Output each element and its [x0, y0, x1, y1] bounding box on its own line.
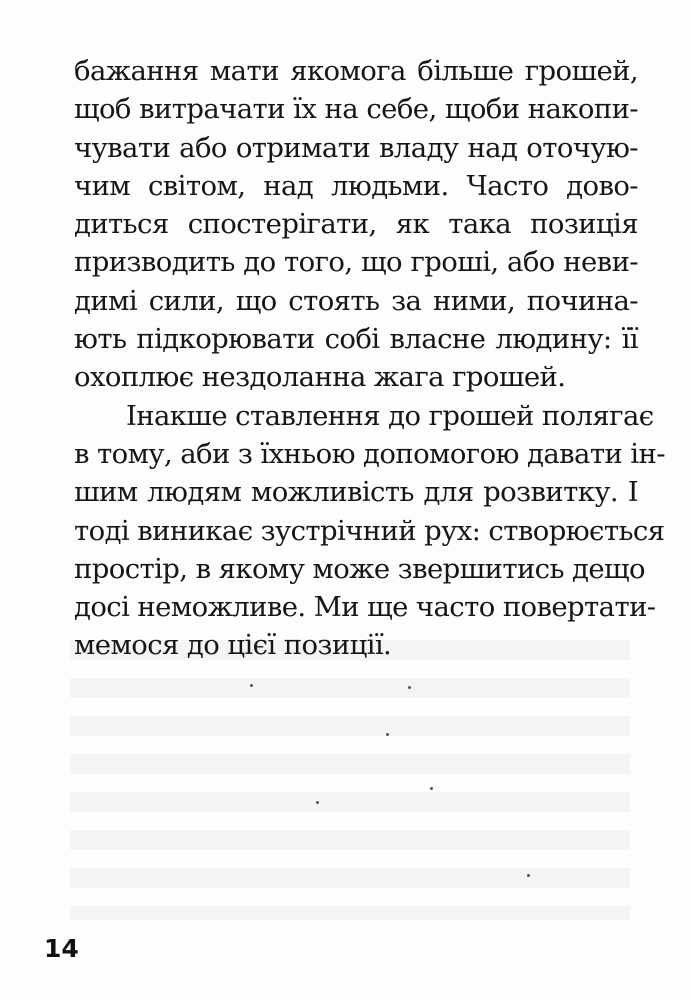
text-line: мемося до цієї позиції.	[74, 629, 392, 662]
bleed-through-shadow	[70, 640, 630, 920]
text-line: щоб витрачати їх на себе, щоби накопи-	[74, 93, 638, 126]
text-line: Інакше ставлення до грошей полягає	[126, 399, 654, 432]
print-speck	[316, 801, 319, 804]
text-line: тоді виникає зустрічний рух: створюється	[74, 514, 665, 547]
text-line: шим людям можливість для розвитку. І	[74, 476, 638, 509]
paragraph-2	[74, 397, 665, 665]
print-speck	[527, 874, 530, 877]
paragraph-1	[74, 52, 638, 397]
text-line: чувати або отримати владу над оточую-	[74, 131, 638, 164]
print-speck	[386, 733, 389, 736]
text-line: простір, в якому може звершитись дещо	[74, 552, 645, 585]
text-line: бажання мати якомога більше грошей,	[74, 55, 638, 87]
text-line: чим світом, над людьми. Часто дово-	[74, 169, 638, 202]
page-number: 14	[44, 934, 79, 963]
text-line: диться спостерігати, як така позиція	[74, 208, 638, 241]
text-line: охоплює нездоланна жага грошей.	[74, 361, 566, 394]
body-text	[74, 52, 665, 665]
text-line: в тому, аби з їхньою допомогою давати ін-	[74, 437, 665, 470]
text-line: ють підкорювати собі власне людину: її	[74, 323, 638, 356]
print-speck	[430, 787, 433, 790]
print-speck	[408, 686, 411, 689]
text-line: досі неможливе. Ми ще часто повертати-	[74, 591, 656, 624]
print-speck	[250, 684, 253, 687]
text-line: димі сили, що стоять за ними, почина-	[74, 284, 638, 317]
text-line: призводить до того, що гроші, або неви-	[74, 246, 638, 279]
